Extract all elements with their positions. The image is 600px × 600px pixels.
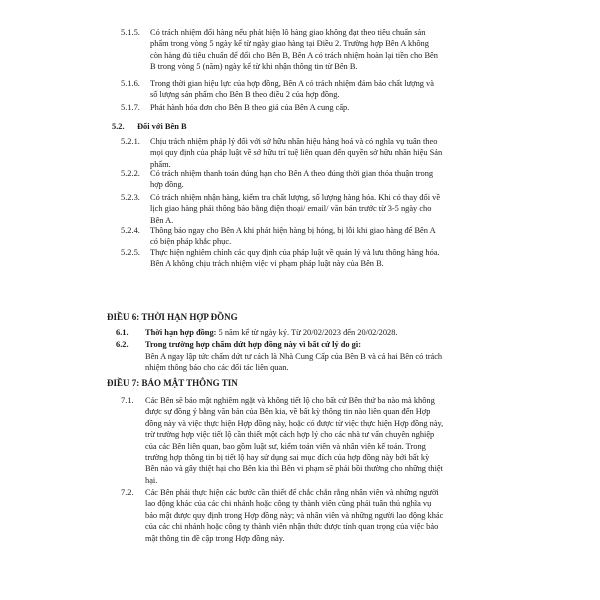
text-line: B trong vòng 5 (năm) ngày kể từ khi nhận thông tin từ Bên B. [150,62,358,72]
clause-text [145,327,505,338]
text-line: đồng này và việc thực hiện Hợp đồng này, hoặc có được từ việc thực hiện Hợp đồng này, [145,418,444,428]
clause-body: 5 năm kể từ ngày ký. Từ 20/02/2023 đến 20/02/2028. [216,328,398,337]
clause-number: 7.1. [121,396,134,405]
clause-number: 5.2.4. [121,226,140,235]
section-title: Đối với Bên B [137,122,187,131]
text-line: Bên A không chịu trách nhiệm việc vi phạm pháp luật này của Bên B. [150,259,384,269]
clause-number: 5.2.2. [121,169,140,178]
clause-number: 5.1.6. [121,79,140,88]
text-line: số lượng sản phẩm cho Bên B theo điều 2 của hợp đồng. [150,90,340,100]
clause-number: 5.1.7. [121,103,140,112]
text-line: Bên A ngay lập tức chấm dứt tư cách là Nhà Cung Cấp của Bên B và cả hai Bên có trách [145,352,443,361]
section-number: 5.2. [112,122,125,131]
text-line: còn hàng đủ tiêu chuẩn để đổi cho Bên B, Bên A có trách nhiệm hoàn lại tiền cho Bên [150,50,438,60]
text-line: bảo mật được quy định trong Hợp đồng này; và nhân viên và những người lao động khác [145,510,444,520]
clause-number: 6.2. [116,340,129,349]
text-line: Có trách nhiệm thanh toán đúng hạn cho Bên A theo đúng thời gian thỏa thuận trong [150,169,434,178]
text-line: Các Bên phải thực hiện các bước cần thiết để chắc chắn rằng nhân viên và những người [145,488,439,497]
text-line: Có trách nhiệm nhận hàng, kiểm tra chất lượng, số lượng hàng hóa. Khi có thay đổi về [150,193,441,202]
clause-lead: Thời hạn hợp đồng: [145,328,217,337]
clause-number: 7.2. [121,488,134,497]
clause-text [150,192,496,226]
text-line: lao động khác của các chi nhánh hoặc công ty thành viên cũng phải tuân thủ nghĩa vụ [145,499,432,509]
text-line: hợp đồng. [150,180,184,190]
clause-number: 5.2.3. [121,193,140,202]
text-line: Trong thời gian hiệu lực của hợp đồng, Bên A có trách nhiệm đảm bảo chất lượng và [150,79,434,88]
text-line: Thông báo ngay cho Bên A khi phát hiện hàng bị hỏng, bị lỗi khi giao hàng để Bên A [150,226,436,235]
text-line: phẩm. [150,159,171,169]
clause-number: 6.1. [116,328,129,337]
clause-text [150,247,496,270]
article-7-heading: ĐIỀU 7: BẢO MẬT THÔNG TIN [107,378,238,388]
text-line: lịch giao hàng phải thông báo bằng điện thoại/ email/ văn bản trước từ 3-5 ngày cho [150,204,432,214]
text-line: Các Bên sẽ bảo mật nghiêm ngặt và không tiết lộ cho bất cứ Bên thứ ba nào mà không [145,396,435,405]
clause-text [145,487,499,544]
clause-text [150,78,496,101]
text-line: Phát hành hóa đơn cho Bên B theo giá của Bên A cung cấp. [150,103,350,112]
text-line: trường hợp thông tin bị tiết lộ hay sử dụng sai mục đích của hợp đồng này bởi bất kỳ [145,453,430,463]
clause-text [150,168,496,191]
text-line: Chịu trách nhiệm pháp lý đối với sở hữu nhãn hiệu hàng hoá và có nghĩa vụ tuân theo [150,137,438,146]
text-line: Bên nào và gây thiệt hại cho Bên kia thì Bên vi phạm sẽ phải bồi thường cho những thiệt [145,464,443,474]
clause-text [145,351,499,374]
clause-number: 5.2.1. [121,137,140,146]
clause-text [150,27,496,73]
clause-text [150,225,496,248]
text-line: được sự đồng ý bằng văn bản của Bên kia, về bất kỳ thông tin nào liên quan đến Hợp [145,407,431,417]
clause-text [150,102,496,113]
text-line: Bên A. [150,215,174,225]
clause-text [150,136,496,170]
text-line: Thực hiện nghiêm chỉnh các quy định của pháp luật về quản lý và lưu thông hàng hóa. [150,248,440,257]
article-6-heading: ĐIỀU 6: THỜI HẠN HỢP ĐỒNG [107,312,238,322]
text-line: của các Bên liên quan, bao gồm luật sư, kiểm toán viên và nhân viên kế toán. Trong [145,441,426,451]
clause-lead: Trong trường hợp chấm dứt hợp đồng này vì bất cứ lý do gì: [145,340,361,349]
text-line: mật thông tin đề cập trong Hợp đồng này. [145,533,285,543]
text-line: phẩm trong vòng 5 ngày kể từ ngày giao hàng tại Điều 2. Trường hợp Bên A không [150,39,429,49]
clause-number: 5.2.5. [121,248,140,257]
text-line: nhiệm thông báo cho các đối tác liên quan. [145,363,289,373]
clause-number: 5.1.5. [121,28,140,37]
text-line: của các chi nhánh hoặc công ty thành viên nhận thức được tính quan trọng của việc bảo [145,522,439,532]
text-line: có biện pháp khắc phục. [150,237,232,247]
text-line: trừ trường hợp việc tiết lộ cần thiết một cách hợp lý cho các nhà tư vấn chuyên nghiệp [145,430,435,440]
text-line: mọi quy định của pháp luật về sở hữu trí tuệ liên quan đến quyền sở hữu nhãn hiệu Sản [150,148,443,158]
clause-text [145,395,499,486]
text-line: Có trách nhiệm đổi hàng nếu phát hiện lô hàng giao không đạt theo tiêu chuẩn sản [150,28,426,37]
text-line: hại. [145,475,158,485]
